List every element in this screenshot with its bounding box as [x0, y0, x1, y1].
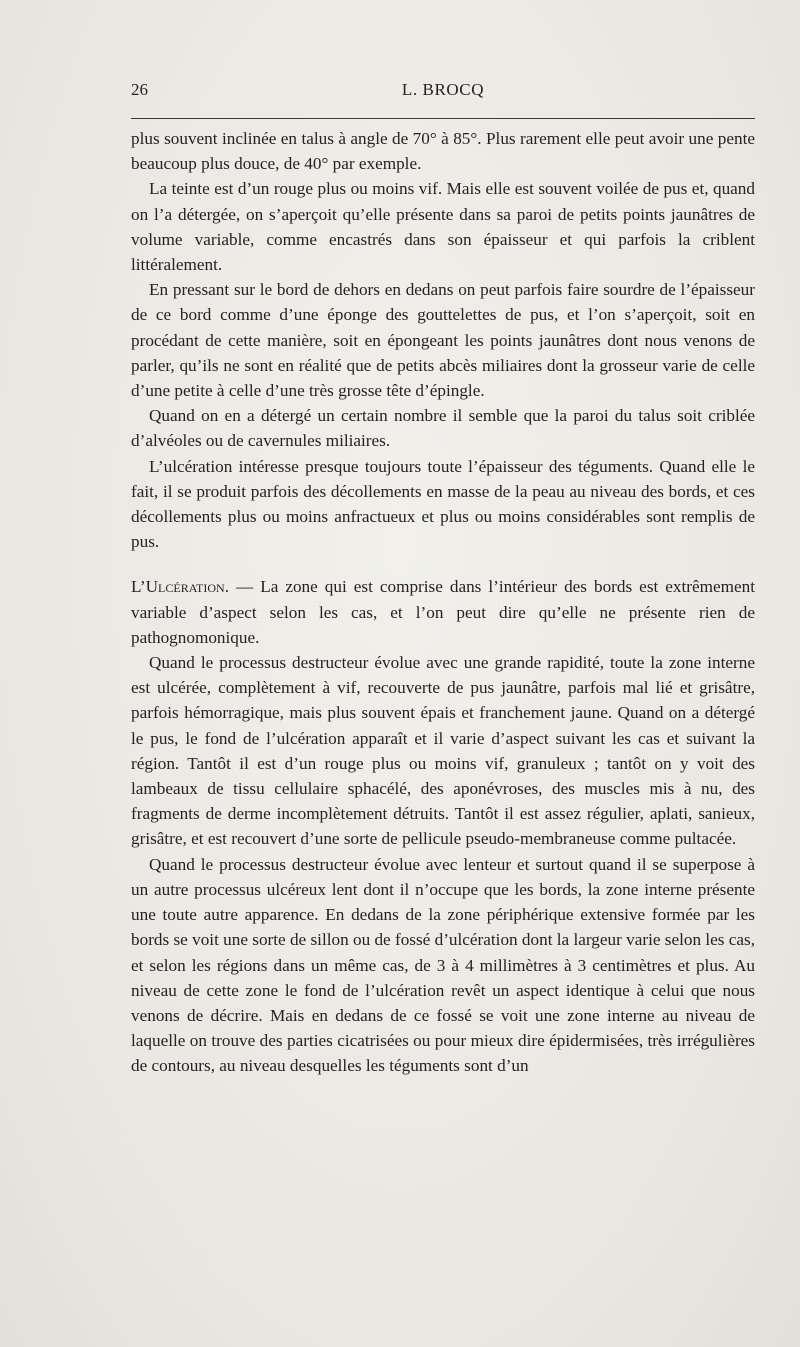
section-heading: L’Ulcération. [131, 577, 230, 597]
body-text [131, 126, 755, 1079]
paragraph: En pressant sur le bord de dehors en dedans on peut parfois faire sourdre de l’épaisseur de ce bord comme d’une éponge des gouttelettes de pus, et l’on s’aperçoit, soit en procédant de cette manière, soit en épongeant les points jaunâtres dont nous venons de parler, qu’ils ne sont en réalité que de petits abcès miliaires dont la grosseur varie de celle d’une petite à celle d’une très grosse tête d’épingle. [131, 280, 755, 401]
paragraph: Quand on en a détergé un certain nombre il semble que la paroi du talus soit criblée d’alvéoles ou de cavernules miliaires. [131, 406, 755, 451]
section-paragraph [131, 574, 755, 650]
page-header [131, 80, 755, 110]
paragraph: La teinte est d’un rouge plus ou moins vif. Mais elle est souvent voilée de pus et, quand on l’a détergée, on s’aperçoit qu’elle présente dans sa paroi de petits points jaunâtres de volume variable, comme encastrés dans son épaisseur et qui parfois la criblent littéralement. [131, 179, 755, 275]
paragraph: Quand le processus destructeur évolue avec une grande rapidité, toute la zone interne est ulcérée, complètement à vif, recouverte de pus jaunâtre, parfois mal lié et grisâtre, parfois hémorragique, mais plus souvent épais et franchement jaune. Quand on a détergé le pus, le fond de l’ulcération apparaît et il varie d’aspect suivant les cas et suivant la région. Tantôt il est d’un rouge plus ou moins vif, granuleux ; tantôt on y voit des lambeaux de tissu cellulaire sphacélé, des aponévroses, des muscles mis à nu, des fragments de derme incomplètement détruits. Tantôt il est assez régulier, aplati, sanieux, grisâtre, et est recouvert d’une sorte de pellicule pseudo-membraneuse comme pultacée. [131, 653, 755, 849]
running-head: L. BROCQ [401, 80, 485, 99]
section-intro-text: — La zone qui est comprise dans l’intérieur des bords est extrêmement variable d’aspect selon les cas, et l’on peut dire qu’elle ne présente rien de pathognomonique. [131, 577, 755, 647]
paragraph: L’ulcération intéresse presque toujours toute l’épaisseur des téguments. Quand elle le fait, il se produit parfois des décollements en masse de la peau au niveau des bords, et ces décollements plus ou moins anfractueux et plus ou moins considérables sont remplis de pus. [131, 456, 755, 552]
page-number: 26 [131, 80, 148, 99]
paragraph: plus souvent inclinée en talus à angle de 70° à 85°. Plus rarement elle peut avoir une pente beaucoup plus douce, de 40° par exemple. [131, 129, 755, 174]
paragraph: Quand le processus destructeur évolue avec lenteur et surtout quand il se superpose à un autre processus ulcéreux lent dont il n’occupe que les bords, la zone interne présente une toute autre apparence. En dedans de la zone périphérique extensive formée par les bords se voit une sorte de sillon ou de fossé d’ulcération dont la largeur varie selon les cas, et selon les régions dans un même cas, de 3 à 4 millimètres à 3 centimètres et plus. Au niveau de cette zone le fond de l’ulcération revêt un aspect identique à celui que nous venons de décrire. Mais en dedans de ce fossé se voit une zone interne au niveau de laquelle on trouve des parties cicatrisées ou pour mieux dire épidermisées, très irrégulières de contours, au niveau desquelles les téguments sont d’un [131, 854, 755, 1076]
header-rule [131, 118, 755, 119]
